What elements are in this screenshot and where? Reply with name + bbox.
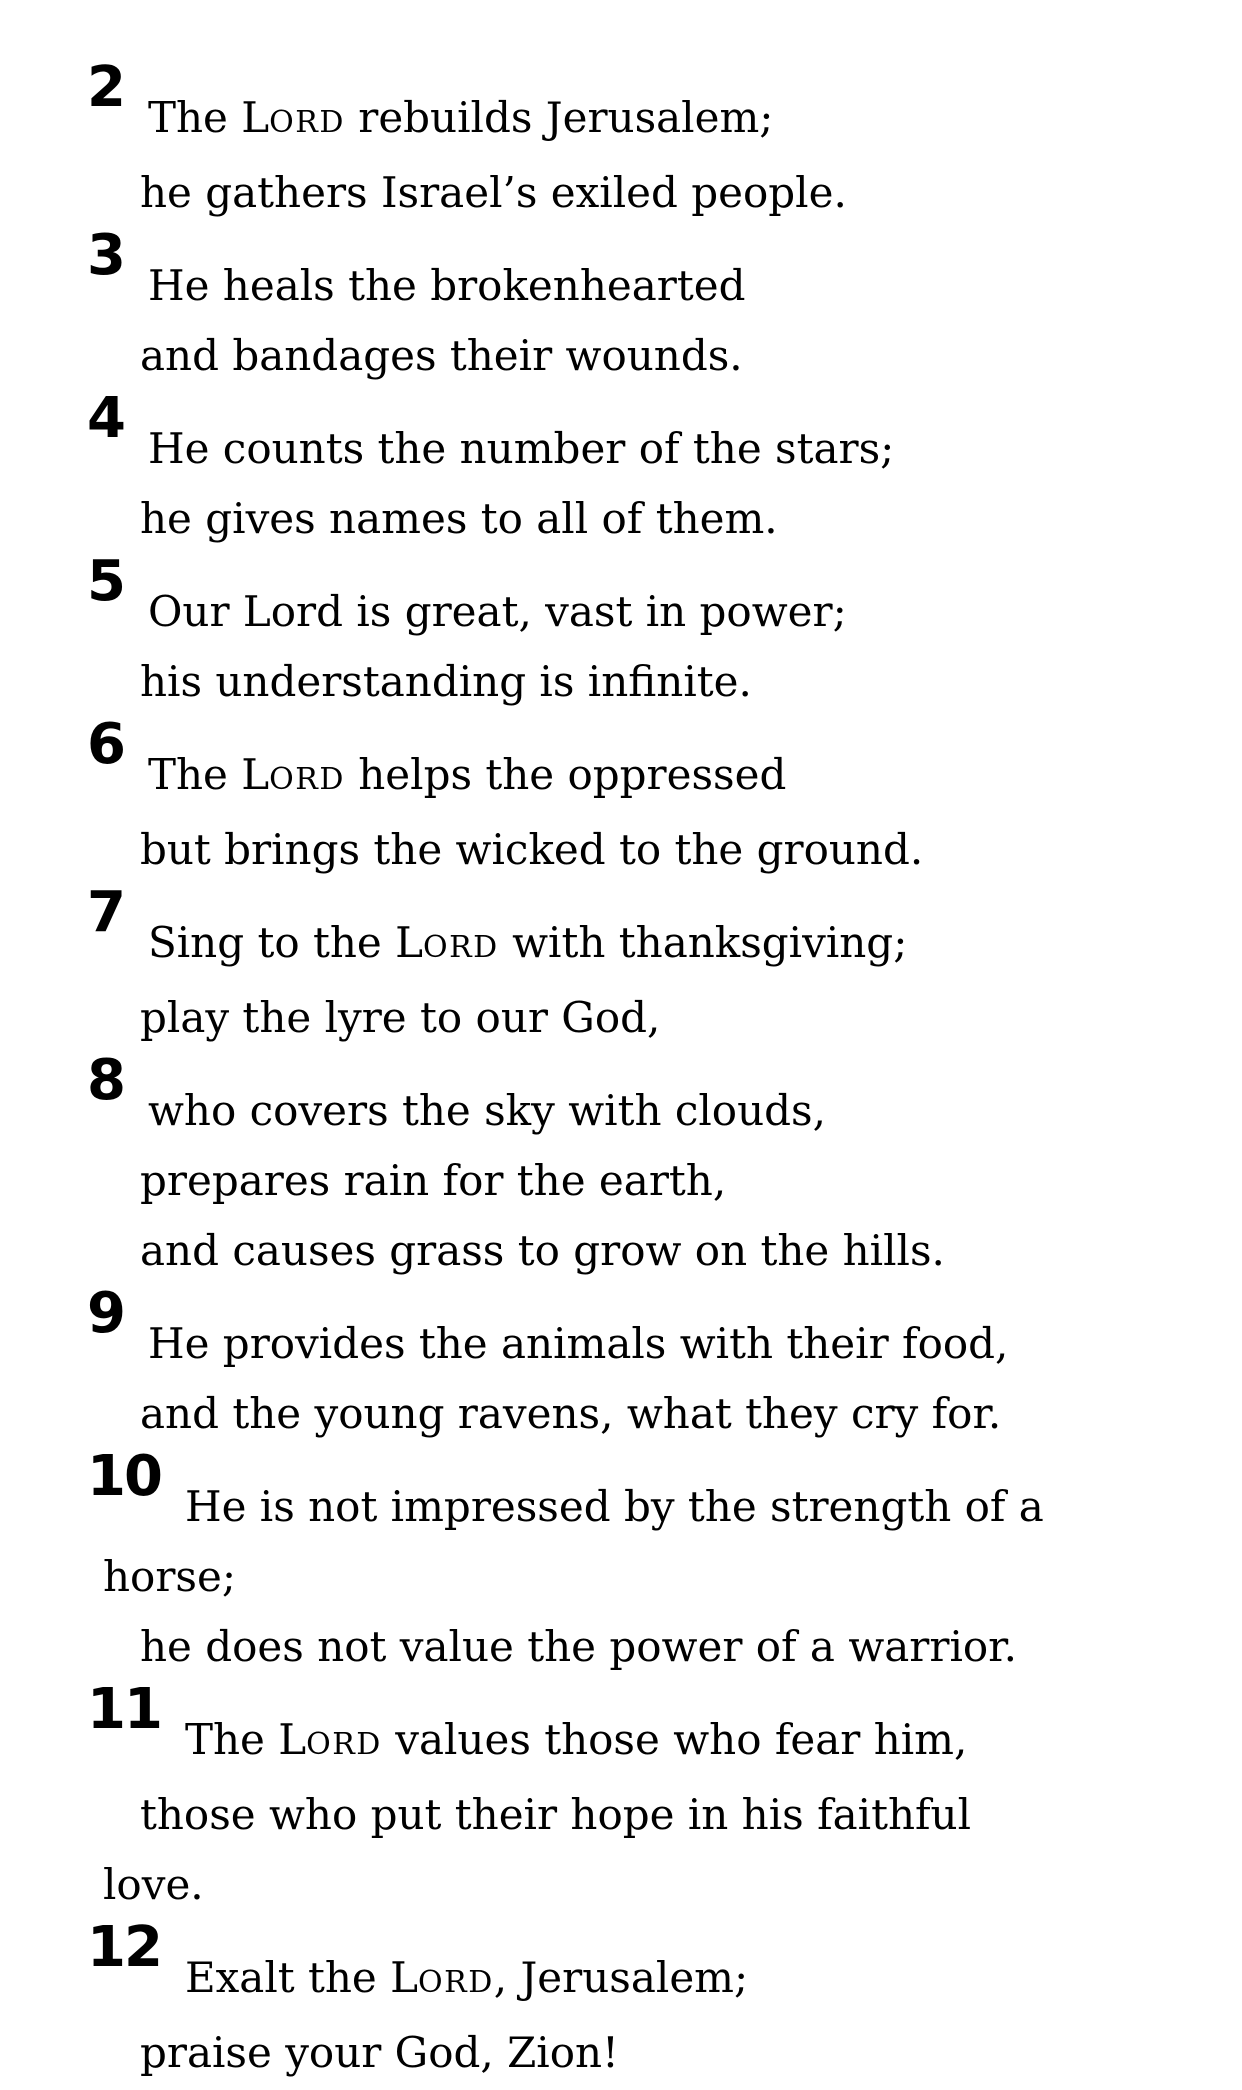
verse	[87, 712, 1214, 885]
verse-line: 6 The LORD helps the oppressed	[87, 712, 787, 799]
verse-line: 4 He counts the number of the stars;	[87, 386, 895, 473]
verse-number: 11	[87, 1677, 161, 1742]
verse-number: 7	[87, 880, 124, 945]
verse-line: 2 The LORD rebuilds Jerusalem;	[87, 55, 774, 142]
verse	[87, 549, 1214, 717]
verse-number: 6	[87, 712, 124, 777]
verse	[87, 223, 1214, 391]
verse-number: 2	[87, 55, 124, 120]
verse-number: 8	[87, 1048, 124, 1113]
verse	[87, 1677, 1214, 1920]
verse-line: his understanding is infinite.	[140, 657, 752, 706]
verse-line: he does not value the power of a warrior.	[140, 1622, 1017, 1671]
verse-line: but brings the wicked to the ground.	[140, 825, 924, 874]
lord-smallcaps: LORD	[390, 1953, 494, 2002]
lord-smallcaps: LORD	[241, 750, 345, 799]
verse	[87, 880, 1214, 1053]
verse-number: 10	[87, 1444, 161, 1509]
verse-line: 5 Our Lord is great, vast in power;	[87, 549, 847, 636]
verse-line: 7 Sing to the LORD with thanksgiving;	[87, 880, 908, 967]
verse-number: 3	[87, 223, 124, 288]
verse-line: 11 The LORD values those who fear him,	[87, 1677, 968, 1764]
verse	[87, 1444, 1214, 1682]
verse-number: 5	[87, 549, 124, 614]
lord-smallcaps: LORD	[278, 1715, 382, 1764]
verse-line: and bandages their wounds.	[140, 331, 743, 380]
lord-smallcaps: LORD	[395, 918, 499, 967]
verse-line: 9 He provides the animals with their food,	[87, 1281, 1009, 1368]
verse-line: he gathers Israel’s exiled people.	[140, 168, 847, 217]
verse-line: praise your God, Zion!	[140, 2028, 619, 2077]
verse	[87, 1915, 1214, 2088]
verse-line: 3 He heals the brokenhearted	[87, 223, 746, 310]
verse-line: 10 He is not impressed by the strength of a horse;	[87, 1444, 1044, 1601]
lord-smallcaps: LORD	[241, 93, 345, 142]
verse-line: he gives names to all of them.	[140, 494, 778, 543]
verse-line: 12 Exalt the LORD, Jerusalem;	[87, 1915, 749, 2002]
verse-line: and causes grass to grow on the hills.	[140, 1226, 945, 1275]
passage-verses	[87, 55, 1214, 2088]
verse-line: prepares rain for the earth,	[140, 1156, 727, 1205]
verse	[87, 386, 1214, 554]
verse-number: 4	[87, 386, 124, 451]
verse-number: 12	[87, 1915, 161, 1980]
verse-line: 8 who covers the sky with clouds,	[87, 1048, 826, 1135]
verse-number: 9	[87, 1281, 124, 1346]
verse	[87, 1048, 1214, 1286]
verse-line: and the young ravens, what they cry for.	[140, 1389, 1002, 1438]
verse-line: play the lyre to our God,	[140, 993, 661, 1042]
verse	[87, 55, 1214, 228]
verse	[87, 1281, 1214, 1449]
verse-line: those who put their hope in his faithful love.	[103, 1790, 972, 1909]
